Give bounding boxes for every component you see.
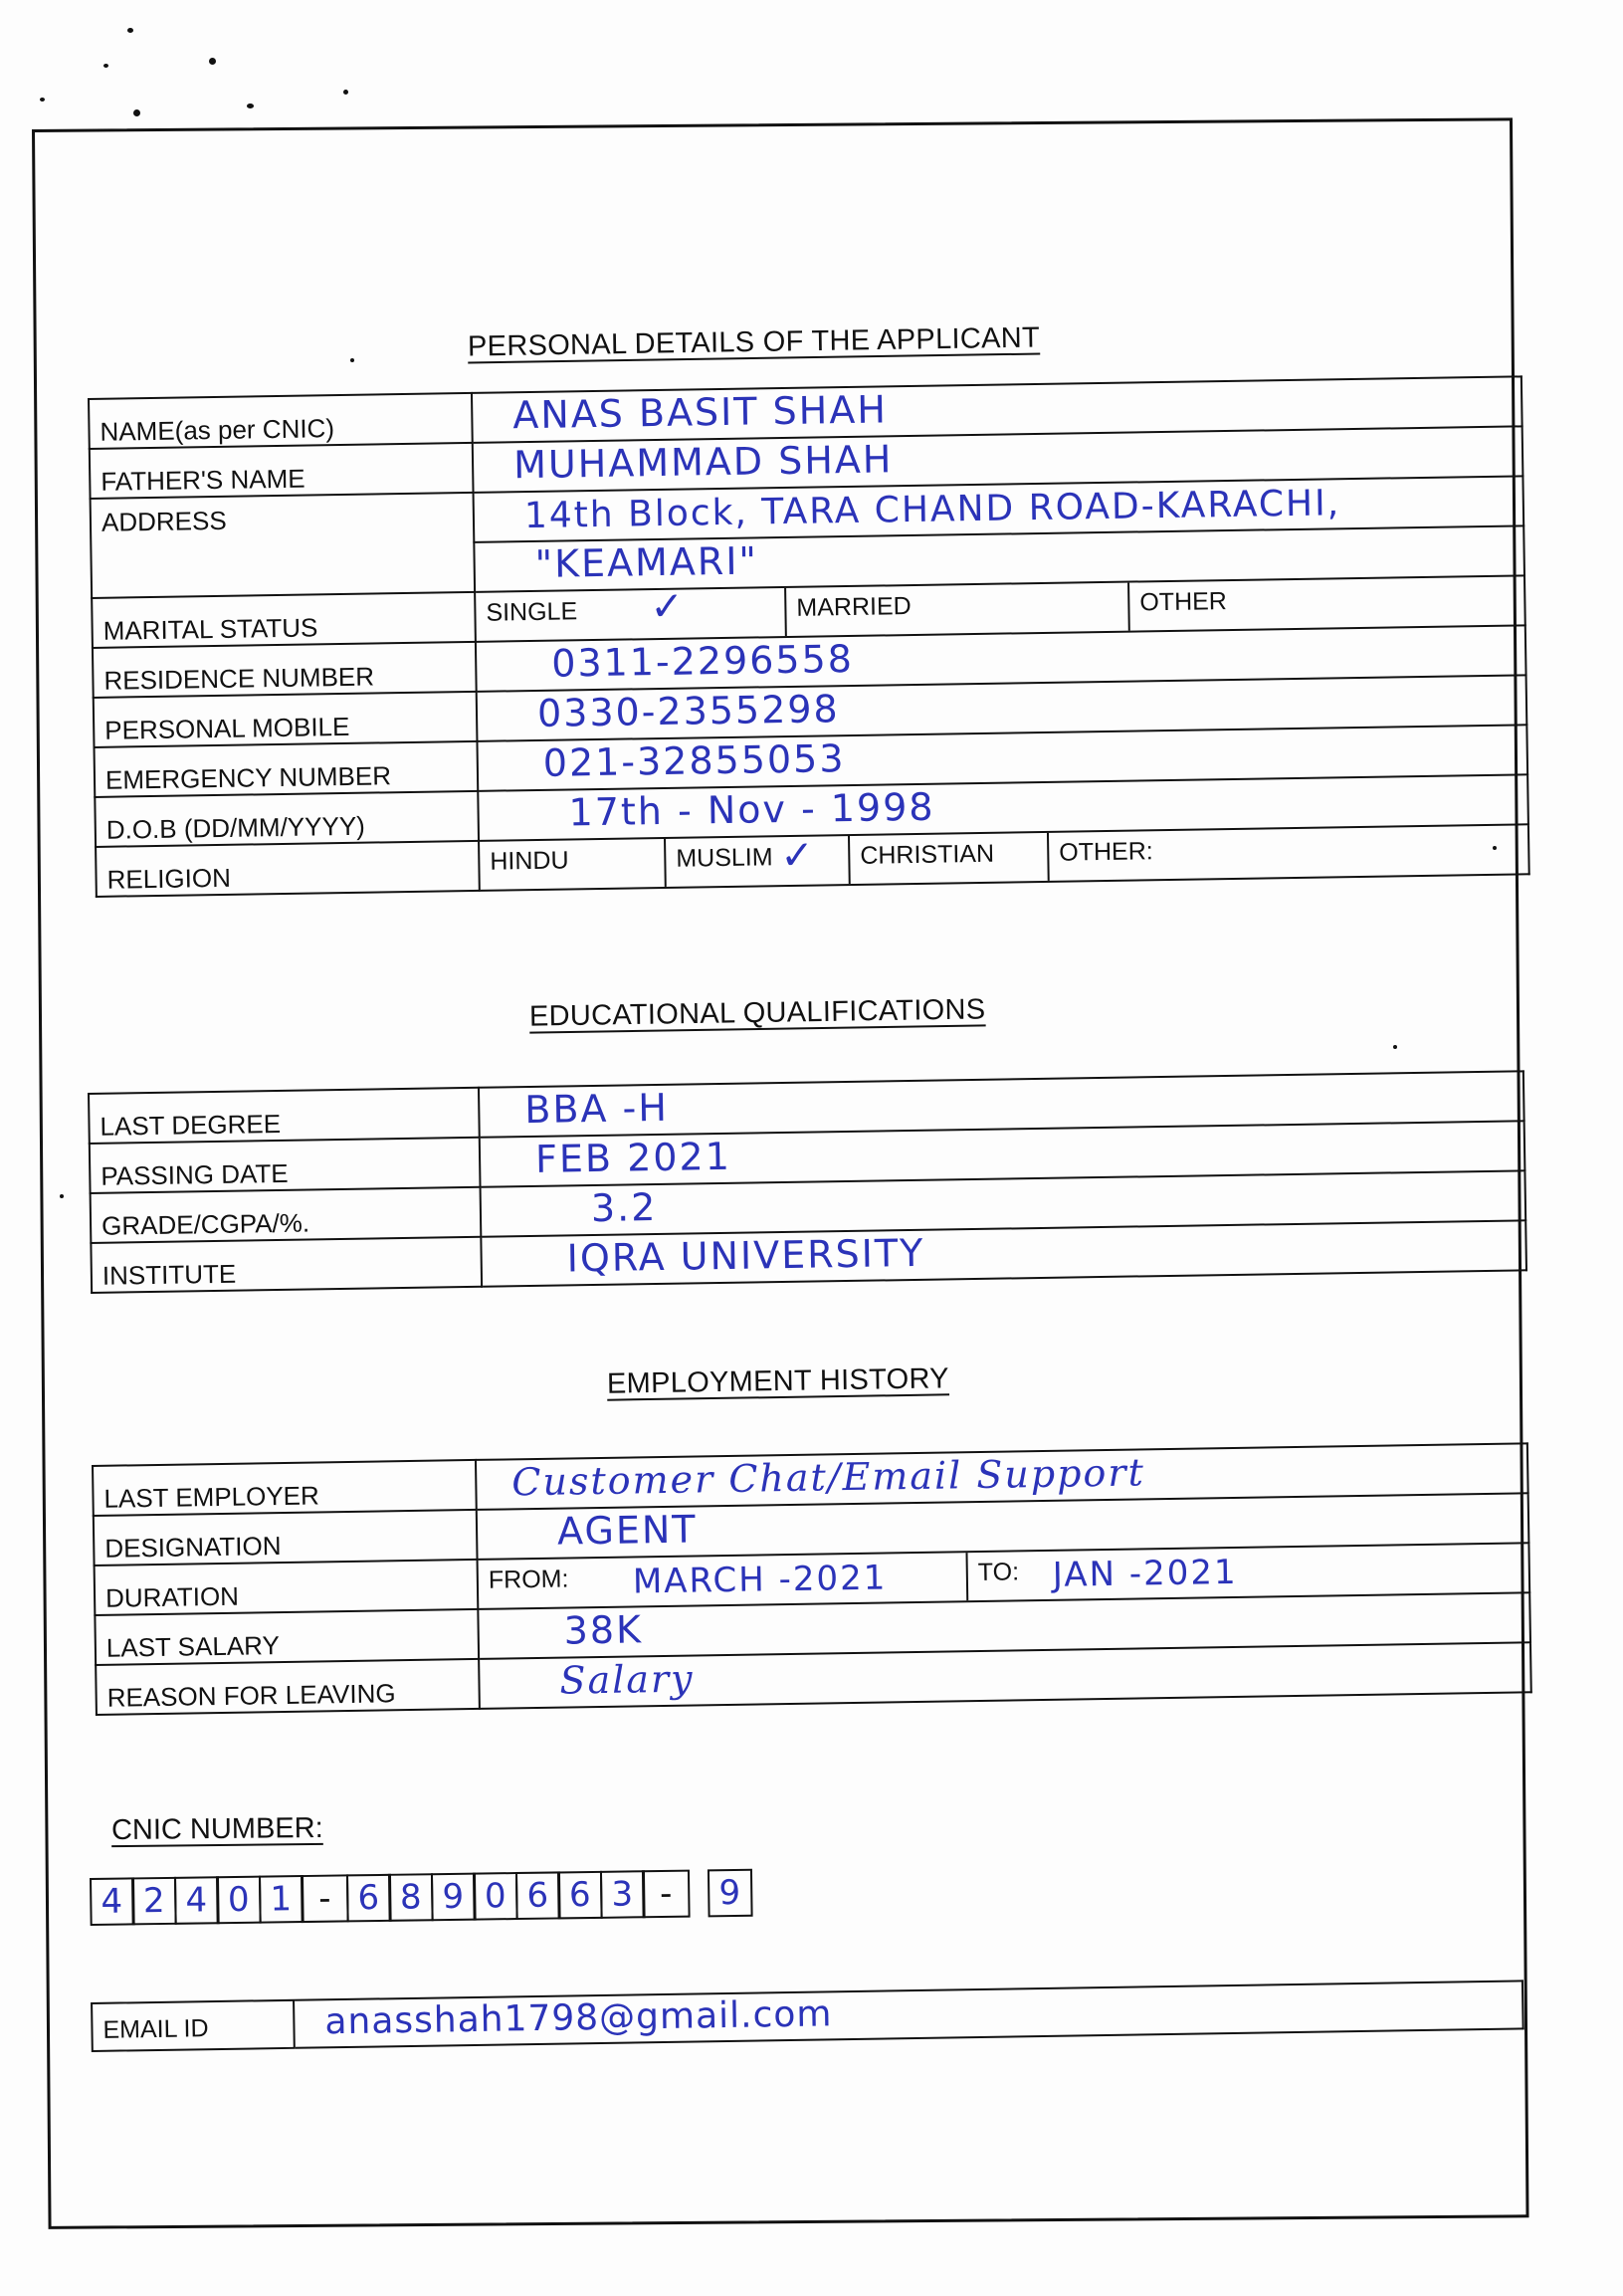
- address-value-line1: 14th Block, TARA CHAND ROAD-KARACHI,: [523, 483, 1341, 537]
- scan-speck: [1493, 846, 1497, 850]
- cnic-separator-box: -: [301, 1874, 349, 1923]
- emergency-label: EMERGENCY NUMBER: [95, 741, 479, 797]
- address-label: ADDRESS: [91, 493, 476, 598]
- cnic-digit-box[interactable]: 6: [345, 1874, 391, 1923]
- residence-value: 0311-2296558: [550, 636, 855, 686]
- religion-option-other[interactable]: [1047, 825, 1528, 881]
- personal-section-title: PERSONAL DETAILS OF THE APPLICANT: [467, 321, 1041, 363]
- employer-label: LAST EMPLOYER: [93, 1460, 477, 1516]
- institute-value: IQRA UNIVERSITY: [566, 1230, 925, 1281]
- residence-label: RESIDENCE NUMBER: [93, 642, 477, 698]
- passing-value: FEB 2021: [534, 1134, 732, 1181]
- religion-option-label: MUSLIM: [676, 843, 773, 873]
- marital-option-other[interactable]: [1127, 576, 1524, 630]
- email-label: EMAIL ID: [91, 1999, 296, 2052]
- name-label: NAME(as per CNIC): [89, 393, 473, 449]
- cnic-input-boxes: [92, 1869, 752, 1926]
- designation-value: AGENT: [556, 1507, 698, 1554]
- scan-speck: [60, 1194, 64, 1198]
- marital-option-label: SINGLE: [486, 597, 578, 627]
- scan-speck: [350, 358, 354, 362]
- religion-option-label: OTHER:: [1059, 837, 1153, 867]
- mobile-label: PERSONAL MOBILE: [94, 692, 478, 747]
- cnic-digit-box[interactable]: 3: [599, 1870, 645, 1919]
- degree-value: BBA -H: [523, 1085, 670, 1133]
- passing-label: PASSING DATE: [90, 1138, 481, 1193]
- salary-value: 38K: [563, 1607, 644, 1653]
- from-value: MARCH -2021: [632, 1558, 888, 1602]
- institute-label: INSTITUTE: [91, 1237, 482, 1293]
- father-label: FATHER'S NAME: [90, 443, 474, 499]
- cnic-digit-box[interactable]: 4: [173, 1876, 219, 1925]
- employment-section-title: EMPLOYMENT HISTORY: [606, 1362, 950, 1400]
- cnic-title: CNIC NUMBER:: [110, 1811, 323, 1847]
- scan-speck: [209, 58, 216, 65]
- grade-value: 3.2: [590, 1185, 658, 1231]
- marital-option-label: OTHER: [1139, 587, 1228, 617]
- emergency-value: 021-32855053: [542, 736, 846, 785]
- marital-option-married[interactable]: [784, 583, 1128, 636]
- cnic-digit-box[interactable]: 8: [388, 1873, 434, 1922]
- cnic-separator-box: -: [642, 1870, 691, 1919]
- check-icon: ✓: [650, 584, 685, 630]
- scan-speck: [343, 90, 348, 95]
- cnic-digit-box[interactable]: 0: [473, 1872, 518, 1921]
- education-table: [88, 1070, 1527, 1294]
- reason-value: Salary: [559, 1656, 695, 1703]
- religion-option-label: HINDU: [490, 846, 569, 876]
- cnic-digit-box[interactable]: 9: [430, 1873, 476, 1922]
- scan-speck: [103, 64, 108, 68]
- marital-label: MARITAL STATUS: [92, 592, 476, 648]
- education-section-title: EDUCATIONAL QUALIFICATIONS: [528, 993, 986, 1033]
- religion-label: RELIGION: [96, 841, 480, 897]
- marital-option-label: MARRIED: [796, 592, 912, 622]
- cnic-digit-box[interactable]: 9: [707, 1869, 752, 1918]
- address-value-line2: "KEAMARI": [534, 538, 759, 586]
- scan-speck: [40, 98, 45, 102]
- scan-speck: [133, 109, 140, 116]
- dob-label: D.O.B (DD/MM/YYYY): [95, 791, 479, 847]
- father-value: MUHAMMAD SHAH: [512, 437, 894, 488]
- scan-speck: [127, 28, 133, 33]
- to-label: TO:: [977, 1558, 1020, 1587]
- marital-option-single[interactable]: [476, 584, 785, 641]
- dob-value: 17th - Nov - 1998: [568, 784, 935, 835]
- cnic-digit-box[interactable]: 4: [90, 1877, 135, 1926]
- reason-label: REASON FOR LEAVING: [96, 1659, 480, 1715]
- religion-option-label: CHRISTIAN: [860, 839, 995, 870]
- personal-details-table: [88, 375, 1530, 898]
- cnic-digit-box[interactable]: 6: [514, 1871, 560, 1920]
- scan-speck: [247, 104, 254, 108]
- check-icon: ✓: [779, 833, 815, 879]
- from-field[interactable]: [479, 1553, 967, 1608]
- grade-label: GRADE/CGPA/%.: [91, 1187, 482, 1243]
- religion-option-muslim[interactable]: [664, 833, 849, 887]
- religion-option-hindu[interactable]: [480, 839, 665, 890]
- from-label: FROM:: [488, 1565, 569, 1594]
- degree-label: LAST DEGREE: [89, 1088, 480, 1144]
- to-field[interactable]: [965, 1544, 1528, 1600]
- salary-label: LAST SALARY: [95, 1609, 479, 1665]
- cnic-digit-box[interactable]: 1: [258, 1875, 304, 1924]
- scan-speck: [1393, 1045, 1397, 1049]
- cnic-digit-box[interactable]: 2: [131, 1877, 177, 1926]
- to-value: JAN -2021: [1052, 1552, 1238, 1595]
- duration-label: DURATION: [95, 1560, 479, 1615]
- mobile-value: 0330-2355298: [536, 687, 840, 735]
- religion-option-christian[interactable]: [848, 833, 1048, 884]
- employer-value: Customer Chat/Email Support: [510, 1450, 1146, 1505]
- designation-label: DESIGNATION: [94, 1510, 478, 1565]
- email-value: anasshah1798@gmail.com: [324, 1993, 833, 2043]
- cnic-digit-box[interactable]: 0: [216, 1876, 262, 1925]
- employment-table: [92, 1442, 1532, 1716]
- cnic-digit-box[interactable]: 6: [557, 1871, 603, 1920]
- name-value: ANAS BASIT SHAH: [511, 387, 889, 438]
